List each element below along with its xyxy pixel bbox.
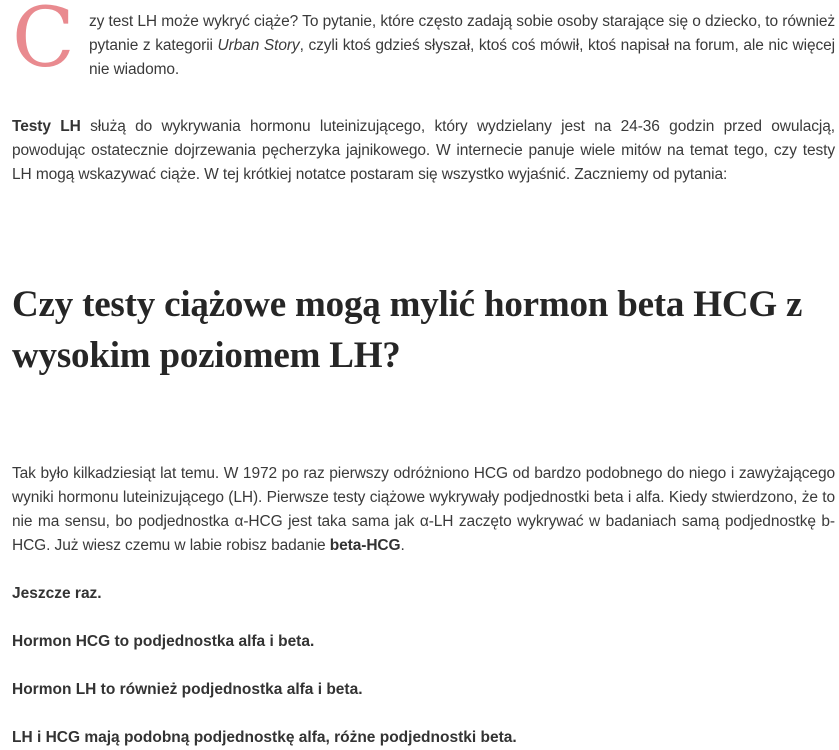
bold-line-comparison: LH i HCG mają podobną podjednostkę alfa, różne podjednostki beta. xyxy=(12,729,517,746)
drop-cap: C xyxy=(12,0,75,86)
paragraph-end: . xyxy=(400,537,405,554)
paragraph-testy-lh xyxy=(12,115,835,187)
intro-text-1: zy test LH może wykryć ciąże? To pytanie, które często zadają sobie osoby starające się o dziecko, to również pytanie z kategorii xyxy=(89,13,835,54)
paragraph-text: służą do wykrywania hormonu luteinizującego, który wydzielany jest na 24-36 godzin przed owulacją, powodując ostatecznie dojrzewania pęcherzyka jajnikowego. W internecie panuje wiele mitów na temat tego, czy testy LH mogą wskazywać ciąże. W tej krótkiej notatce postaram się wszystko wyjaśnić. Zaczniemy od pytania: xyxy=(12,118,836,183)
paragraph-text: Tak było kilkadziesiąt lat temu. W 1972 po raz pierwszy odróżniono HCG od bardzo podobnego do niego i zawyżającego wyniki hormonu luteinizującego (LH). Pierwsze testy ciążowe wykrywały podjednostki beta i alfa. Kiedy stwierdzono, że to nie ma sensu, bo podjednostka α-HCG jest taka sama jak α-LH zaczęto wykrywać w badaniach samą podjednostkę b-HCG. Już wiesz czemu w labie robisz badanie xyxy=(12,465,835,554)
section-heading: Czy testy ciążowe mogą mylić hormon beta HCG z wysokim poziomem LH? xyxy=(12,284,803,376)
intro-paragraph xyxy=(12,0,835,86)
article-content xyxy=(12,0,835,750)
bold-line-jeszcze-raz: Jeszcze raz. xyxy=(12,585,102,602)
bold-line-lh: Hormon LH to również podjednostka alfa i beta. xyxy=(12,681,363,698)
paragraph-history xyxy=(12,462,835,558)
beta-hcg-bold: beta-HCG xyxy=(329,537,401,554)
intro-text-2: , czyli ktoś gdzieś słyszał, ktoś coś mówił, ktoś napisał na forum, ale nic więcej nie wiadomo. xyxy=(89,37,835,78)
paragraph-lead-bold: Testy LH xyxy=(12,118,81,135)
bold-line-hcg: Hormon HCG to podjednostka alfa i beta. xyxy=(12,633,315,650)
intro-emphasis: Urban Story xyxy=(217,37,300,54)
